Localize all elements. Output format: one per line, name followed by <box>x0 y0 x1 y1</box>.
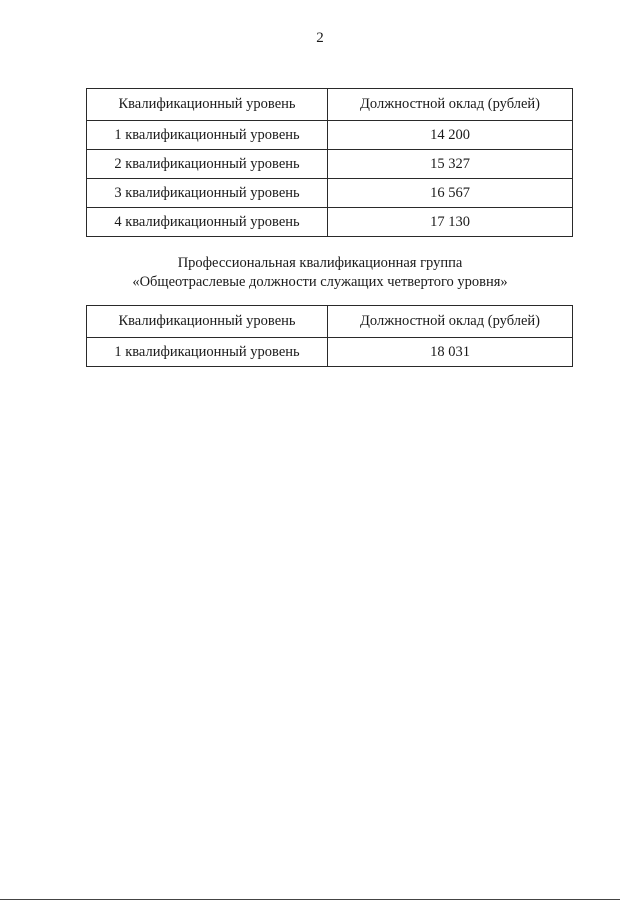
level-cell: 2 квалификационный уровень <box>87 150 328 179</box>
page-number: 2 <box>316 30 324 46</box>
level-cell: 1 квалификационный уровень <box>87 338 328 367</box>
level-cell: 1 квалификационный уровень <box>87 121 328 150</box>
column-header-salary: Должностной оклад (рублей) <box>328 306 573 338</box>
salary-cell: 14 200 <box>328 121 573 150</box>
table-header-row <box>87 306 573 338</box>
column-header-level: Квалификационный уровень <box>87 306 328 338</box>
table-header-row <box>87 89 573 121</box>
salary-table-2 <box>86 305 573 367</box>
column-header-salary: Должностной оклад (рублей) <box>328 89 573 121</box>
table-row <box>87 121 573 150</box>
salary-table-1 <box>86 88 573 237</box>
salary-cell: 15 327 <box>328 150 573 179</box>
level-cell: 3 квалификационный уровень <box>87 179 328 208</box>
salary-cell: 17 130 <box>328 208 573 237</box>
group-title-line-2: «Общеотраслевые должности служащих четвертого уровня» <box>132 274 508 290</box>
column-header-level: Квалификационный уровень <box>87 89 328 121</box>
bottom-divider <box>0 899 620 900</box>
salary-cell: 18 031 <box>328 338 573 367</box>
table-row <box>87 179 573 208</box>
group-title <box>0 254 640 292</box>
group-title-line-1: Профессиональная квалификационная группа <box>177 255 463 271</box>
table-row <box>87 208 573 237</box>
salary-cell: 16 567 <box>328 179 573 208</box>
table-row <box>87 338 573 367</box>
table-row <box>87 150 573 179</box>
level-cell: 4 квалификационный уровень <box>87 208 328 237</box>
